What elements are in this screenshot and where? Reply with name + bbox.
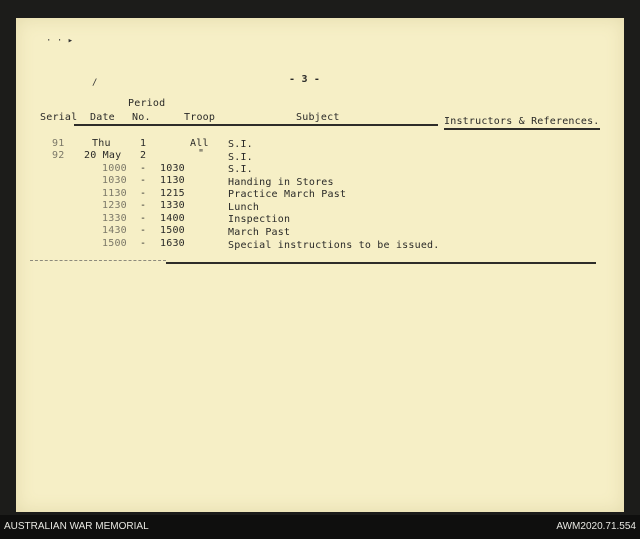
time-row-4-subject: Lunch xyxy=(228,202,260,213)
footer-institution: AUSTRALIAN WAR MEMORIAL xyxy=(4,521,149,532)
time-row-7-dash: - xyxy=(140,238,147,249)
row-92-troop: " xyxy=(198,148,205,159)
row-92-subject: S.I. xyxy=(228,152,253,163)
instructors-underline xyxy=(444,128,600,130)
time-row-7-subject: Special instructions to be issued. xyxy=(228,240,440,251)
time-row-1-subject: S.I. xyxy=(228,164,253,175)
header-underline xyxy=(74,124,438,126)
header-subject: Subject xyxy=(296,112,340,123)
time-row-2-from: 1030 xyxy=(102,175,127,186)
time-row-5-dash: - xyxy=(140,213,147,224)
time-row-6-subject: March Past xyxy=(228,227,291,238)
row-92-date: 20 May xyxy=(84,150,122,161)
time-row-3-subject: Practice March Past xyxy=(228,189,347,200)
time-row-1-from: 1000 xyxy=(102,163,127,174)
pencil-mark: / xyxy=(92,78,98,88)
document-page xyxy=(16,18,624,512)
header-no: No. xyxy=(132,112,151,123)
time-row-2-subject: Handing in Stores xyxy=(228,177,334,188)
time-row-5-to: 1400 xyxy=(160,213,185,224)
time-row-6-to: 1500 xyxy=(160,225,185,236)
ink-speck-mark: · · ▸ xyxy=(46,36,74,46)
time-row-7-from: 1500 xyxy=(102,238,127,249)
time-row-1-to: 1030 xyxy=(160,163,185,174)
time-row-5-from: 1330 xyxy=(102,213,127,224)
time-row-3-to: 1215 xyxy=(160,188,185,199)
row-92-serial: 92 xyxy=(52,150,65,161)
row-91-serial: 91 xyxy=(52,138,65,149)
time-row-2-to: 1130 xyxy=(160,175,185,186)
row-91-troop: All xyxy=(190,138,209,149)
time-row-6-dash: - xyxy=(140,225,147,236)
bottom-rule xyxy=(166,262,596,264)
header-instructors: Instructors & References. xyxy=(444,116,600,127)
header-troop: Troop xyxy=(184,112,216,123)
time-row-6-from: 1430 xyxy=(102,225,127,236)
row-91-date: Thu xyxy=(92,138,111,149)
time-row-4-dash: - xyxy=(140,200,147,211)
time-row-1-dash: - xyxy=(140,163,147,174)
time-row-4-to: 1330 xyxy=(160,200,185,211)
time-row-5-subject: Inspection xyxy=(228,214,291,225)
header-date: Date xyxy=(90,112,115,123)
header-period: Period xyxy=(128,98,166,109)
time-row-3-dash: - xyxy=(140,188,147,199)
row-92-no: 2 xyxy=(140,150,147,161)
time-row-3-from: 1130 xyxy=(102,188,127,199)
row-91-subject: S.I. xyxy=(228,139,253,150)
time-row-2-dash: - xyxy=(140,175,147,186)
archive-footer xyxy=(0,515,640,539)
footer-accession-number: AWM2020.71.554 xyxy=(556,521,636,532)
page-number: - 3 - xyxy=(289,74,321,85)
row-91-no: 1 xyxy=(140,138,147,149)
time-row-4-from: 1230 xyxy=(102,200,127,211)
time-row-7-to: 1630 xyxy=(160,238,185,249)
bottom-rule-dashed xyxy=(30,260,166,261)
header-serial: Serial xyxy=(40,112,78,123)
